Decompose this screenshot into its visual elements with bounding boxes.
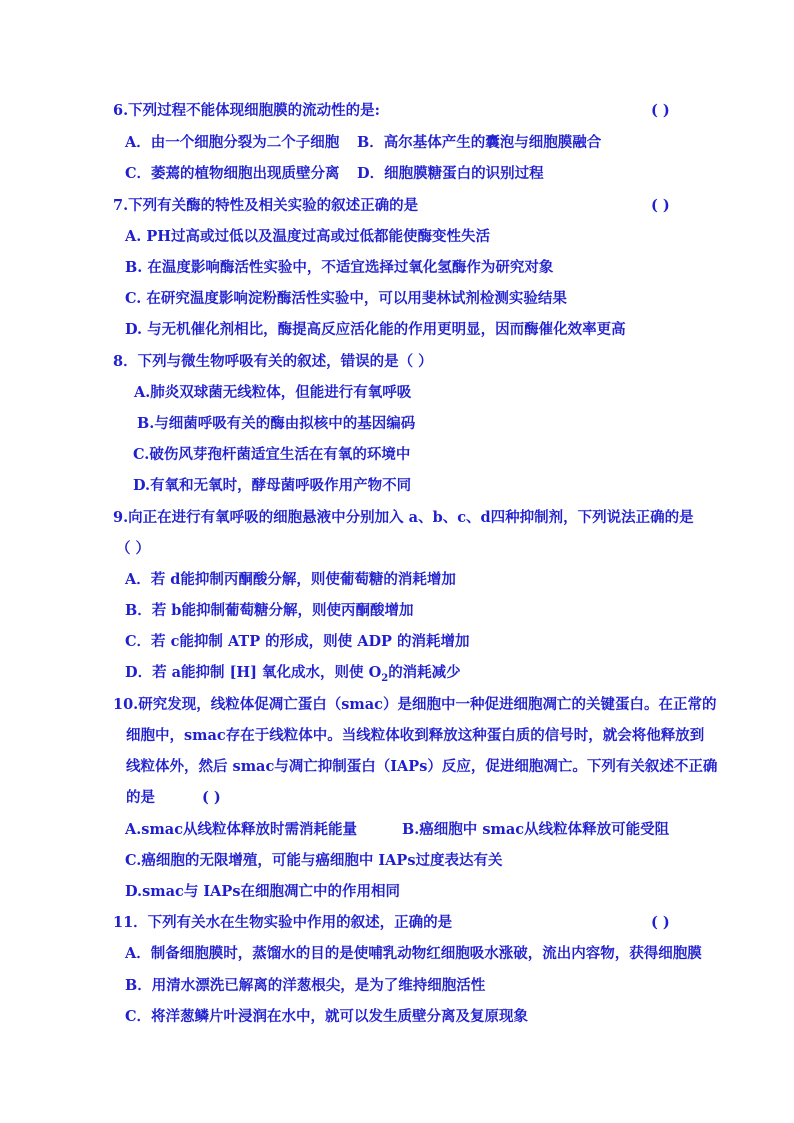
q6-option-a: A．由一个细胞分裂为二个子细胞	[125, 134, 340, 151]
q10-line-2: 细胞中，smac存在于线粒体中。当线粒体收到释放这种蛋白质的信号时，就会将他释放到	[126, 727, 705, 744]
q11-option-a: A．制备细胞膜时，蒸馏水的目的是使哺乳动物红细胞吸水涨破，流出内容物，获得细胞膜	[125, 945, 702, 962]
q8-option-b: B.与细菌呼吸有关的酶由拟核中的基因编码	[137, 415, 416, 432]
q10-line-3: 线粒体外，然后 smac与凋亡抑制蛋白（IAPs）反应，促进细胞凋亡。下列有关叙述不正确	[126, 758, 718, 775]
q9-option-d-tail: 的消耗减少	[388, 664, 461, 681]
q8-option-d: D.有氧和无氧时，酵母菌呼吸作用产物不同	[133, 477, 412, 494]
q7-option-b: B. 在温度影响酶活性实验中，不适宜选择过氧化氢酶作为研究对象	[125, 259, 554, 276]
q11-stem: 11．下列有关水在生物实验中作用的叙述，正确的是	[113, 914, 453, 931]
q10-line-4: 的是	[126, 789, 155, 806]
q9-stem: 9.向正在进行有氧呼吸的细胞悬液中分别加入 a、b、c、d四种抑制剂，下列说法正确的是	[113, 509, 694, 526]
q8-option-a: A.肺炎双球菌无线粒体，但能进行有氧呼吸	[134, 384, 412, 401]
q9-option-b: B．若 b能抑制葡萄糖分解，则使丙酮酸增加	[125, 602, 414, 619]
q8-stem: 8．下列与微生物呼吸有关的叙述，错误的是（ ）	[113, 353, 433, 370]
q7-option-a: A. PH过高或过低以及温度过高或过低都能使酶变性失活	[125, 228, 490, 245]
q7-option-c: C. 在研究温度影响淀粉酶活性实验中，可以用斐林试剂检测实验结果	[125, 290, 567, 307]
q8-option-c: C.破伤风芽孢杆菌适宜生活在有氧的环境中	[133, 446, 411, 463]
q9-option-a: A．若 d能抑制丙酮酸分解，则使葡萄糖的消耗增加	[125, 571, 456, 588]
q11-bracket: ( )	[651, 914, 670, 931]
q6-option-d: D．细胞膜糖蛋白的识别过程	[357, 165, 544, 182]
q10-line-1: 10.研究发现，线粒体促凋亡蛋白（smac）是细胞中一种促进细胞凋亡的关键蛋白。在正常的	[113, 696, 717, 713]
q6-bracket: ( )	[651, 102, 670, 119]
q9-option-c: C．若 c能抑制 ATP 的形成，则使 ADP 的消耗增加	[125, 633, 470, 650]
q9-option-d	[125, 663, 461, 689]
q7-bracket: ( )	[651, 197, 670, 214]
q10-bracket: ( )	[202, 789, 221, 806]
q10-option-a: A.smac从线粒体释放时需消耗能量	[125, 821, 358, 838]
q6-stem: 6.下列过程不能体现细胞膜的流动性的是:	[113, 102, 380, 119]
q9-bracket: （ ）	[116, 540, 151, 557]
q9-option-d-subscript: 2	[381, 672, 389, 684]
q7-stem: 7.下列有关酶的特性及相关实验的叙述正确的是	[113, 197, 419, 214]
q6-option-c: C．萎蔫的植物细胞出现质壁分离	[125, 165, 340, 182]
q9-option-d-text: D．若 a能抑制 [H] 氧化成水，则使 O	[125, 664, 382, 681]
q10-option-b: B.癌细胞中 smac从线粒体释放可能受阻	[402, 821, 670, 838]
q7-option-d: D. 与无机催化剂相比，酶提高反应活化能的作用更明显，因而酶催化效率更高	[125, 321, 626, 338]
q10-option-d: D.smac与 IAPs在细胞凋亡中的作用相同	[125, 883, 400, 900]
q11-option-b: B．用清水漂洗已解离的洋葱根尖，是为了维持细胞活性	[125, 977, 486, 994]
q11-option-c: C．将洋葱鳞片叶浸润在水中，就可以发生质壁分离及复原现象	[125, 1008, 529, 1025]
q6-option-b: B．高尔基体产生的囊泡与细胞膜融合	[357, 134, 602, 151]
q10-option-c: C.癌细胞的无限增殖，可能与癌细胞中 IAPs过度表达有关	[125, 852, 503, 869]
